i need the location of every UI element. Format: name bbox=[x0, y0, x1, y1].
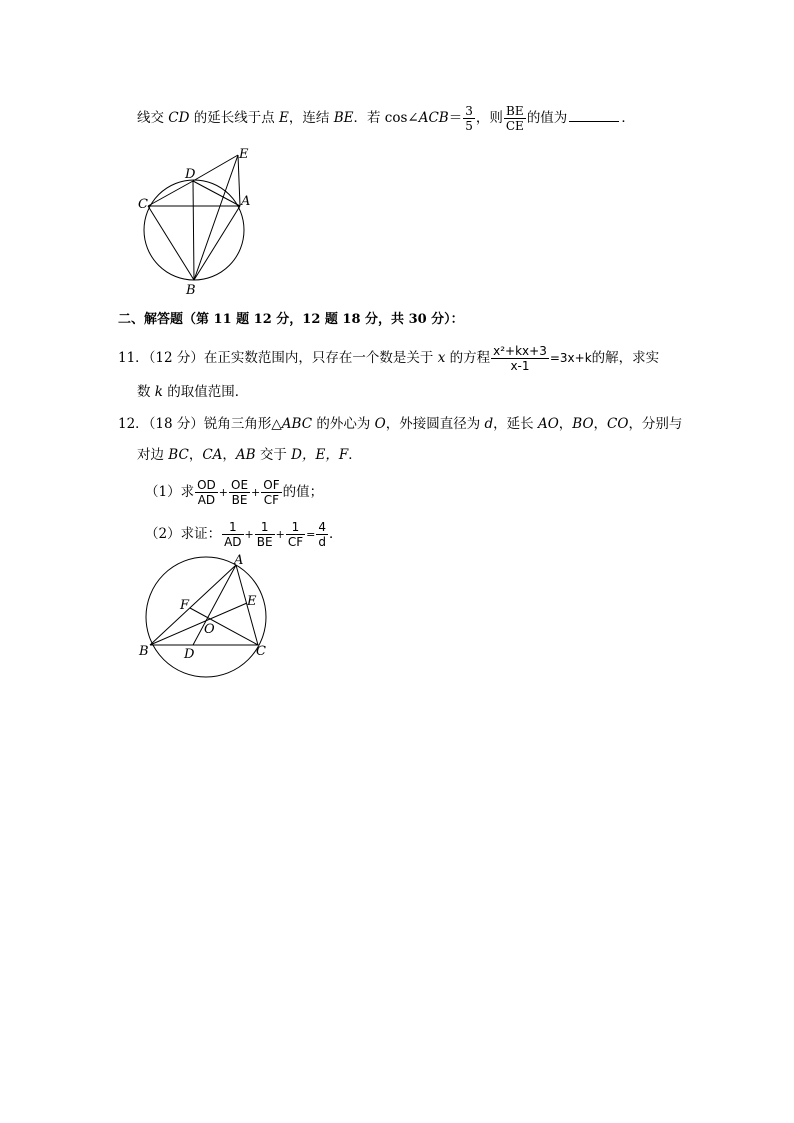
q12-fraction-of-cf bbox=[261, 478, 281, 507]
q12-text: ， bbox=[188, 447, 203, 463]
fraction-denominator: CF bbox=[263, 493, 280, 507]
q12-fraction-oe-be bbox=[229, 478, 250, 507]
fig1-label-e: E bbox=[239, 147, 249, 162]
q12-line1 bbox=[118, 414, 682, 434]
q10-text: ．若 cos∠ bbox=[353, 110, 419, 126]
q12-segment-ab: AB bbox=[235, 447, 256, 463]
q12-fraction-od-ad bbox=[195, 478, 218, 507]
q11-text: 的解，求实 bbox=[591, 350, 660, 366]
q12-text: ，分别与 bbox=[628, 416, 683, 432]
q12-text: 12．（18 分）锐角三角形△ bbox=[118, 416, 282, 432]
fraction-denominator: 5 bbox=[465, 119, 473, 133]
q12-var-d: d bbox=[484, 416, 494, 432]
q12-segment-ca: CA bbox=[202, 447, 223, 463]
fraction-numerator: 3 bbox=[465, 104, 473, 118]
fraction-denominator: BE bbox=[256, 535, 273, 549]
fraction-numerator: 1 bbox=[286, 520, 305, 535]
fig2-label-c: C bbox=[256, 644, 266, 659]
fraction-numerator: x²+kx+3 bbox=[493, 344, 547, 358]
q11-var-x: x bbox=[437, 350, 446, 366]
q12-fraction-1-ad bbox=[222, 520, 243, 549]
fraction-denominator: CE bbox=[505, 119, 524, 133]
plus-sign: + bbox=[244, 528, 254, 541]
fig1-line-da bbox=[193, 181, 240, 206]
fig1-label-c: C bbox=[138, 197, 148, 212]
q12-segment-ao: AO bbox=[537, 416, 559, 432]
fraction-numerator: 1 bbox=[222, 520, 243, 535]
q12-line2 bbox=[137, 445, 362, 465]
figure-q12 bbox=[130, 550, 280, 685]
q12-text: ， bbox=[558, 416, 573, 432]
q10-text: ＝ bbox=[448, 110, 463, 126]
fig1-line-cd bbox=[148, 181, 193, 206]
fraction-numerator: OD bbox=[197, 478, 216, 492]
q11-line2 bbox=[137, 382, 248, 402]
q11-var-k: k bbox=[154, 384, 163, 400]
q12-text: ， bbox=[593, 416, 608, 432]
q12-part2-label: （2）求证： bbox=[145, 526, 222, 542]
fig1-line-ea bbox=[238, 155, 240, 206]
q10-fraction-ratio bbox=[504, 104, 526, 133]
q12-fraction-1-be bbox=[255, 520, 275, 549]
q12-text: 对边 bbox=[137, 447, 169, 463]
q12-segment-bo: BO bbox=[572, 416, 594, 432]
fraction-denominator: BE bbox=[231, 493, 248, 507]
fraction-denominator: d bbox=[318, 535, 326, 549]
fig2-label-d: D bbox=[184, 647, 195, 662]
fig2-line-cf bbox=[190, 608, 258, 645]
fig2-line-be bbox=[150, 603, 247, 645]
q10-text: ，则 bbox=[475, 110, 503, 126]
equals-sign: = bbox=[306, 528, 316, 541]
q12-text: ． bbox=[348, 447, 362, 463]
fig2-label-o: O bbox=[204, 622, 215, 637]
fraction-denominator: x-1 bbox=[510, 359, 530, 373]
q11-text: 数 bbox=[137, 384, 155, 400]
q11-equation-rhs: =3x+k bbox=[549, 351, 592, 365]
fig2-label-a: A bbox=[234, 553, 244, 568]
q12-segment-bc: BC bbox=[168, 447, 189, 463]
plus-sign: + bbox=[251, 486, 261, 499]
q12-text: ，延长 bbox=[493, 416, 538, 432]
fraction-denominator: AD bbox=[224, 535, 242, 549]
q10-angle-acb: ACB bbox=[418, 110, 449, 126]
q10-text: 线交 bbox=[137, 110, 169, 126]
fraction-denominator: AD bbox=[197, 493, 216, 507]
q12-text: ，外接圆直径为 bbox=[385, 416, 485, 432]
q12-segment-co: CO bbox=[607, 416, 629, 432]
q12-part1 bbox=[145, 478, 323, 507]
q10-fraction-cos bbox=[463, 104, 475, 133]
fraction-numerator: OF bbox=[263, 478, 280, 492]
fig1-line-db bbox=[193, 181, 194, 280]
q10-text: ，连结 bbox=[288, 110, 334, 126]
q10-point-e: E bbox=[279, 110, 289, 126]
fig1-line-ab bbox=[194, 206, 240, 280]
q12-part2 bbox=[145, 520, 342, 549]
q12-text: 的值； bbox=[282, 484, 324, 500]
fig2-label-b: B bbox=[139, 644, 149, 659]
figure-q10 bbox=[130, 145, 270, 300]
q11-text: 11．（12 分）在正实数范围内，只存在一个数是关于 bbox=[118, 350, 438, 366]
fig2-label-e: E bbox=[247, 594, 257, 609]
q12-fraction-4-d bbox=[316, 520, 328, 549]
q10-text: ． bbox=[621, 110, 635, 126]
q12-text: 的外心为 bbox=[312, 416, 375, 432]
q11-line1 bbox=[118, 344, 659, 373]
fraction-denominator: CF bbox=[287, 535, 304, 549]
q12-part1-label: （1）求 bbox=[145, 484, 195, 500]
q10-segment-cd: CD bbox=[168, 110, 190, 126]
q10-segment-be: BE bbox=[333, 110, 354, 126]
fig2-label-f: F bbox=[180, 598, 190, 613]
q11-text: 的取值范围． bbox=[162, 384, 249, 400]
q12-text: 交于 bbox=[255, 447, 292, 463]
q11-equation-fraction bbox=[491, 344, 549, 373]
plus-sign: + bbox=[218, 486, 228, 499]
section-title: 二、解答题（第 11 题 12 分，12 题 18 分，共 30 分）： bbox=[118, 312, 464, 327]
q12-point-o: O bbox=[374, 416, 386, 432]
q12-fraction-1-cf bbox=[286, 520, 305, 549]
fig1-label-a: A bbox=[241, 194, 251, 209]
fraction-numerator: 4 bbox=[318, 520, 326, 534]
answer-blank[interactable] bbox=[569, 109, 619, 122]
fig1-line-de bbox=[193, 155, 238, 181]
plus-sign: + bbox=[275, 528, 285, 541]
q10-text: 的值为 bbox=[526, 110, 568, 126]
fig1-line-eb bbox=[194, 155, 238, 280]
q10-text: 的延长线于点 bbox=[189, 110, 280, 126]
q11-text: 的方程 bbox=[445, 350, 491, 366]
fig1-line-cb bbox=[148, 206, 194, 280]
q12-text: ， bbox=[222, 447, 236, 463]
fraction-numerator: 1 bbox=[255, 520, 275, 535]
fig2-line-ab bbox=[150, 565, 236, 645]
q10-tail-line bbox=[137, 104, 635, 133]
fraction-numerator: BE bbox=[504, 104, 526, 119]
q12-points-def: D，E，F bbox=[291, 447, 349, 463]
fraction-numerator: OE bbox=[231, 478, 249, 492]
fig1-label-d: D bbox=[185, 167, 196, 182]
q12-triangle-abc: ABC bbox=[281, 416, 313, 432]
fig1-label-b: B bbox=[186, 283, 196, 298]
q12-text: ． bbox=[328, 526, 343, 542]
